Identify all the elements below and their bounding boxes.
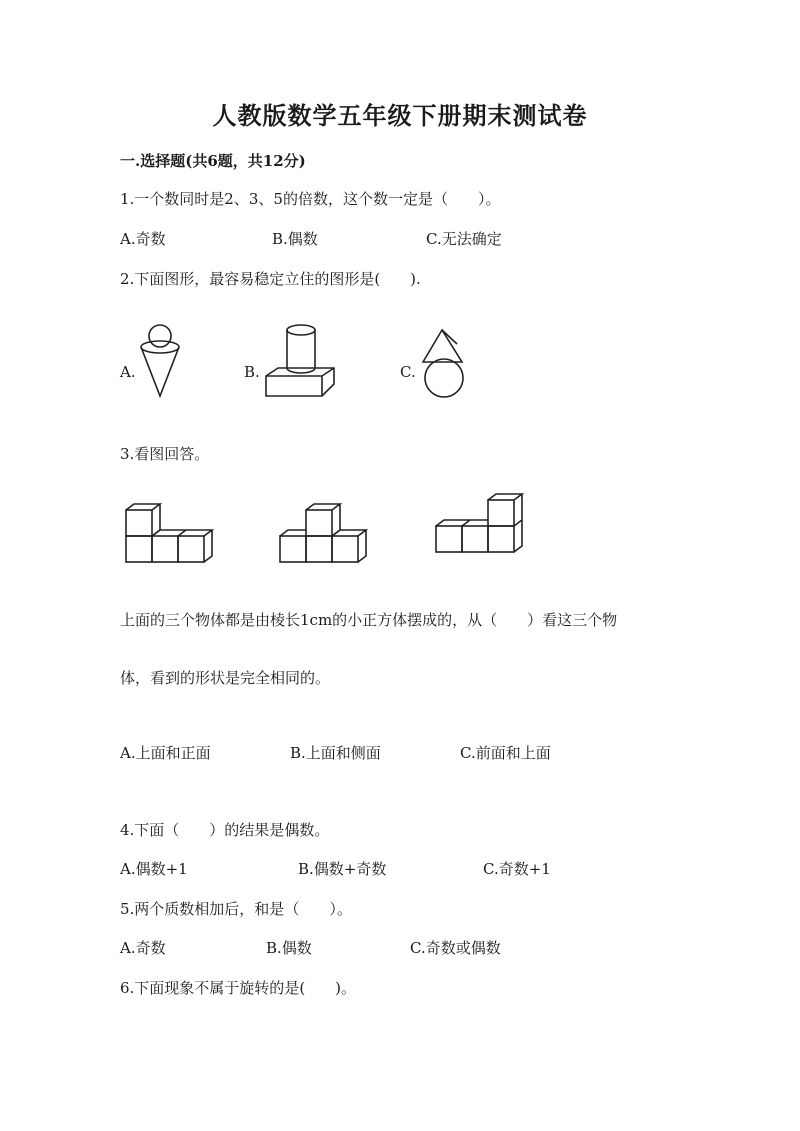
question-3-stem: 3.看图回答。 — [120, 445, 210, 463]
question-1-option-a[interactable]: A.奇数 — [120, 230, 166, 248]
question-3-option-c[interactable]: C.前面和上面 — [460, 744, 551, 762]
cube-structure-2 — [278, 498, 378, 578]
cube-structure-3 — [434, 496, 534, 576]
cube-structure-1 — [124, 500, 224, 580]
cylinder-on-box-figure — [264, 322, 344, 402]
question-2-label-c[interactable]: C. — [400, 363, 416, 381]
question-4-option-b[interactable]: B.偶数+奇数 — [298, 860, 387, 878]
question-5-option-b[interactable]: B.偶数 — [266, 939, 312, 957]
question-2-label-a[interactable]: A. — [120, 363, 136, 381]
sphere-on-cone-figure — [136, 320, 196, 400]
page-title: 人教版数学五年级下册期末测试卷 — [212, 101, 588, 130]
question-4-option-c[interactable]: C.奇数+1 — [483, 860, 551, 878]
section-heading: 一.选择题(共6题，共12分) — [120, 152, 306, 170]
question-3-option-b[interactable]: B.上面和侧面 — [290, 744, 381, 762]
question-5-option-a[interactable]: A.奇数 — [120, 939, 166, 957]
question-1-option-b[interactable]: B.偶数 — [272, 230, 318, 248]
question-2-stem: 2.下面图形，最容易稳定立住的图形是( ). — [120, 270, 421, 288]
question-1-option-c[interactable]: C.无法确定 — [426, 230, 502, 248]
question-5-stem: 5.两个质数相加后，和是（ ）。 — [120, 900, 352, 918]
question-5-option-c[interactable]: C.奇数或偶数 — [410, 939, 501, 957]
question-6-stem: 6.下面现象不属于旋转的是( )。 — [120, 979, 357, 997]
cone-on-sphere-figure — [420, 322, 480, 402]
question-4-option-a[interactable]: A.偶数+1 — [120, 860, 188, 878]
question-3-text-line-2: 体，看到的形状是完全相同的。 — [120, 669, 331, 687]
question-3-option-a[interactable]: A.上面和正面 — [120, 744, 211, 762]
question-2-label-b[interactable]: B. — [244, 363, 260, 381]
question-3-text-line-1: 上面的三个物体都是由棱长1cm的小正方体摆成的，从（ ）看这三个物 — [120, 611, 618, 629]
question-4-stem: 4.下面（ ）的结果是偶数。 — [120, 821, 330, 839]
question-1-stem: 1.一个数同时是2、3、5的倍数，这个数一定是（ ）。 — [120, 190, 501, 208]
